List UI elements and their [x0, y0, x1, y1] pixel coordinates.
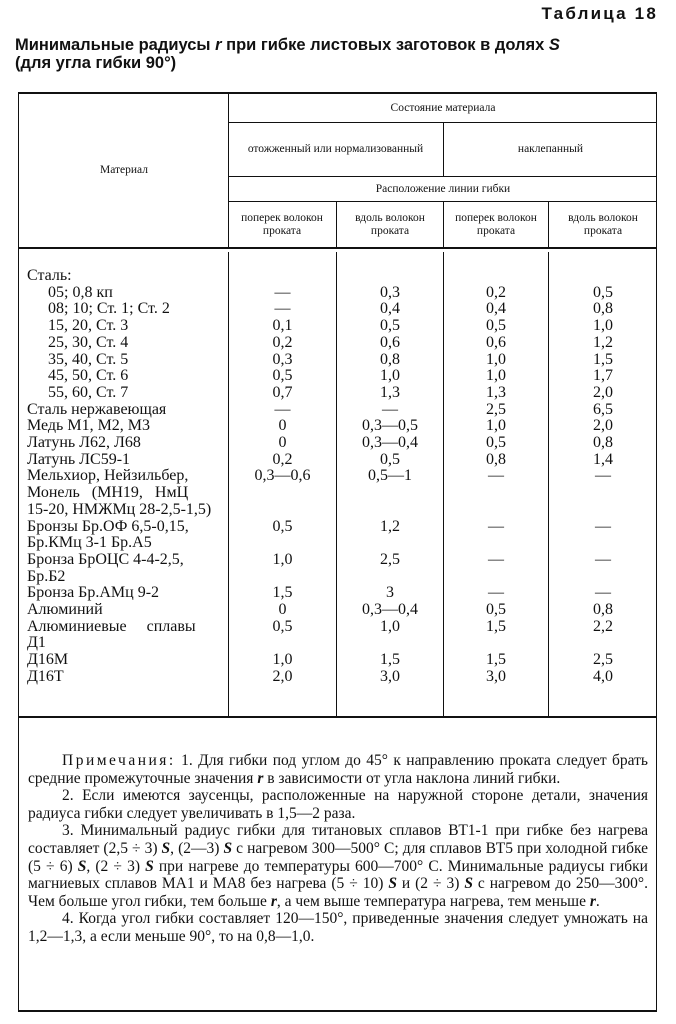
material-cell: Сталь нержавеющая	[27, 400, 167, 418]
note-text: 1. Для гибки под углом до 45° к направлению проката следует брать средние промежуточные значения	[28, 752, 648, 787]
note-3	[28, 822, 648, 910]
caption-line2: (для угла гибки 90°)	[15, 54, 177, 72]
notes-heading: Примечания:	[62, 752, 176, 769]
material-cell: Латунь ЛС59-1	[27, 450, 131, 468]
value-cell: 2,0	[593, 383, 613, 401]
s-symbol: S	[388, 875, 397, 893]
value-cell: 0,3—0,4	[362, 601, 418, 618]
value-cell: 1,0	[593, 317, 613, 335]
value-cell: —	[595, 550, 611, 568]
value-cell: 0,3—0,5	[362, 417, 418, 435]
value-cell: 0,5	[272, 617, 293, 635]
value-cell: 1,7	[593, 367, 613, 385]
value-cell: —	[488, 467, 504, 485]
value-cell: 0,5	[486, 601, 506, 618]
value-cell: 1,4	[593, 450, 613, 468]
value-cell: 0,6	[486, 333, 506, 351]
value-cell: 0,8	[593, 300, 613, 318]
value-cell: 0,7	[272, 383, 293, 401]
value-cell: 0,5	[486, 434, 506, 451]
value-cell: 1,3	[380, 383, 400, 401]
caption-text: при гибке листовых заготовок в долях	[221, 36, 549, 54]
s-symbol: S	[145, 857, 154, 875]
value-cell: 2,5	[486, 400, 506, 418]
column-divider	[548, 202, 549, 247]
value-cell: 0	[278, 417, 287, 435]
caption-r-symbol: r	[215, 36, 222, 54]
value-cell: 1,2	[593, 333, 613, 351]
header-bend-line: Расположение линии гибки	[375, 182, 511, 195]
value-cell: 3	[386, 584, 394, 602]
value-cell: 0,5	[486, 317, 506, 335]
value-cell: —	[274, 400, 291, 418]
note-text: и (2 ÷ 3)	[396, 875, 465, 893]
value-cell: 0,1	[272, 317, 293, 335]
note-text: с нагревом 300—500° С; для сплавов ВТ5 при холодной гибке (5 ÷ 6)	[28, 839, 649, 875]
note-text: , (2—3)	[170, 839, 224, 857]
header-along-2: вдоль волокон проката	[568, 211, 638, 237]
value-cell: 0	[278, 601, 287, 618]
value-cell: 1,5	[380, 651, 400, 669]
material-cell: Бр.Б2	[27, 567, 66, 585]
value-cell: —	[274, 300, 291, 318]
value-cell: 0,8	[593, 601, 613, 618]
value-cell: 1,0	[486, 367, 506, 385]
value-cell: 2,2	[593, 617, 613, 635]
value-cell: 1,5	[486, 617, 506, 635]
material-cell: Медь М1, М2, М3	[27, 417, 151, 435]
value-cell: 0,2	[486, 283, 506, 301]
value-cell: —	[488, 517, 504, 535]
material-cell: 25, 30, Ст. 4	[48, 333, 129, 351]
value-cell: 1,0	[486, 417, 506, 435]
table-number: Таблица 18	[541, 4, 658, 23]
s-symbol: S	[464, 875, 473, 893]
value-cell: —	[595, 517, 611, 535]
material-cell: Д16Т	[27, 667, 64, 685]
value-cell: 0,4	[380, 300, 400, 318]
material-cell: Бр.КМц 3-1 Бр.А5	[27, 534, 152, 552]
note-text: .	[595, 892, 600, 910]
material-cell: 08; 10; Ст. 1; Ст. 2	[48, 300, 170, 318]
value-cell: 2,0	[593, 417, 613, 435]
material-cell: 55, 60, Ст. 7	[48, 383, 129, 401]
value-cell: 1,5	[593, 350, 613, 368]
header-across-2: поперек волокон проката	[455, 211, 537, 237]
s-symbol: S	[223, 839, 233, 857]
value-cell: 1,0	[380, 367, 400, 385]
s-symbol: S	[77, 857, 87, 875]
value-cell: 0,5	[380, 450, 400, 468]
value-cell: 2,0	[272, 667, 293, 685]
value-cell: —	[595, 467, 611, 485]
material-cell: 35, 40, Ст. 5	[48, 350, 129, 368]
value-cell: 6,5	[593, 400, 613, 418]
note-4: 4. Когда угол гибки составляет 120—150°, приведенные значения следует умножать на 1,2—1,3, а если меньше 90°, то на 0,8—1,0.	[28, 910, 648, 945]
note-1	[28, 752, 648, 787]
material-cell: Бронза Бр.АМц 9-2	[27, 584, 160, 602]
note-text: при нагреве до температуры 600—700° С. Минимальные радиусы гибки магниевых сплавов МА1 и МА8 без нагрева (5 ÷ 10)	[28, 857, 648, 893]
r-symbol: r	[257, 769, 264, 787]
header-material: Материал	[99, 164, 148, 176]
value-cell: 0,8	[380, 350, 400, 368]
value-cell: 0,3—0,6	[254, 467, 311, 485]
value-cell: 3,0	[380, 667, 400, 685]
material-cell: Д16М	[27, 651, 69, 669]
table-bottom-rule	[18, 716, 657, 718]
header-annealed: отожженный или нормализованный	[247, 143, 424, 155]
table-notes	[28, 752, 648, 946]
value-cell: 0,8	[593, 434, 613, 451]
material-cell: 15, 20, Ст. 3	[48, 317, 129, 335]
material-cell: 05; 0,8 кп	[48, 283, 113, 301]
note-text: , а чем выше температура нагрева, тем меньше	[276, 892, 590, 910]
value-cell: —	[382, 400, 398, 418]
value-cell: 1,0	[272, 550, 293, 568]
r-symbol: r	[270, 892, 277, 910]
r-symbol: r	[589, 892, 596, 910]
header-state: Состояние материала	[390, 101, 496, 114]
value-cell: 0	[278, 434, 287, 451]
value-cell: 0,5	[380, 317, 400, 335]
column-divider	[443, 202, 444, 247]
value-cell: 0,5	[593, 283, 613, 301]
header-along-1: вдоль волокон проката	[355, 211, 425, 237]
header-bottom-rule	[18, 247, 657, 249]
material-cell: 15-20, НМЖМц 28-2,5-1,5)	[27, 500, 212, 518]
note-text: в зависимости от угла наклона линий гибки.	[263, 769, 561, 787]
caption-text: Минимальные радиусы	[15, 36, 216, 54]
note-2: 2. Если имеются заусенцы, расположенные на наружной стороне детали, значения радиуса гибки следует увеличивать в 1,5—2 раза.	[28, 787, 648, 822]
value-cell: 1,3	[486, 383, 506, 401]
material-cell: Д1	[27, 634, 46, 652]
value-cell: 1,0	[272, 651, 293, 669]
value-cell: 0,2	[272, 333, 293, 351]
value-cell: 0,3—0,4	[362, 434, 418, 451]
value-cell: 0,4	[486, 300, 506, 318]
header-work-hardened: наклепанный	[517, 143, 584, 155]
value-cell: 1,2	[380, 517, 400, 535]
value-cell: 1,5	[272, 584, 293, 602]
value-cell: 2,5	[380, 550, 400, 568]
value-cell: 0,6	[380, 333, 400, 351]
material-cell: Латунь Л62, Л68	[27, 434, 141, 451]
value-cell: 0,5	[272, 517, 293, 535]
material-cell: Монель (МН19, НмЦ	[27, 484, 189, 502]
value-cell: 0,5	[272, 367, 293, 385]
value-cell: —	[274, 283, 291, 301]
note-text: , (2 ÷ 3)	[86, 857, 146, 875]
value-cell: —	[595, 584, 611, 602]
value-cell: —	[488, 550, 504, 568]
value-cell: 0,8	[486, 450, 506, 468]
header-across-1: поперек волокон проката	[241, 211, 323, 237]
value-cell: 0,3	[380, 283, 400, 301]
column-divider	[336, 202, 337, 247]
note-text: 3. Минимальный радиус гибки для титановых сплавов ВТ1-1 при гибке без нагрева составляет (2,5 ÷ 3)	[28, 822, 648, 857]
material-cell: 45, 50, Ст. 6	[48, 367, 129, 385]
note-text: с нагревом до 250—300°. Чем больше угол гибки, тем больше	[28, 875, 648, 910]
value-cell: 0,3	[272, 350, 293, 368]
material-cell: Алюминий	[27, 601, 103, 618]
material-cell: Мельхиор, Нейзильбер,	[27, 467, 189, 485]
material-cell: Алюминиевые сплавы	[27, 617, 196, 635]
table-caption	[15, 36, 655, 72]
value-cell: 1,0	[380, 617, 400, 635]
value-cell: 0,5—1	[368, 467, 412, 485]
value-cell: 3,0	[486, 667, 506, 685]
material-cell: Сталь:	[27, 267, 72, 284]
caption-s-symbol: S	[548, 36, 560, 54]
value-cell: 2,5	[593, 651, 613, 669]
value-cell: 1,5	[486, 651, 506, 669]
value-cell: 4,0	[593, 667, 613, 685]
value-cell: —	[488, 584, 504, 602]
material-cell: Бронзы Бр.ОФ 6,5-0,15,	[27, 517, 189, 535]
s-symbol: S	[161, 839, 171, 857]
value-cell: 1,0	[486, 350, 506, 368]
material-cell: Бронза БрОЦС 4-4-2,5,	[27, 550, 184, 568]
value-cell: 0,2	[272, 450, 293, 468]
